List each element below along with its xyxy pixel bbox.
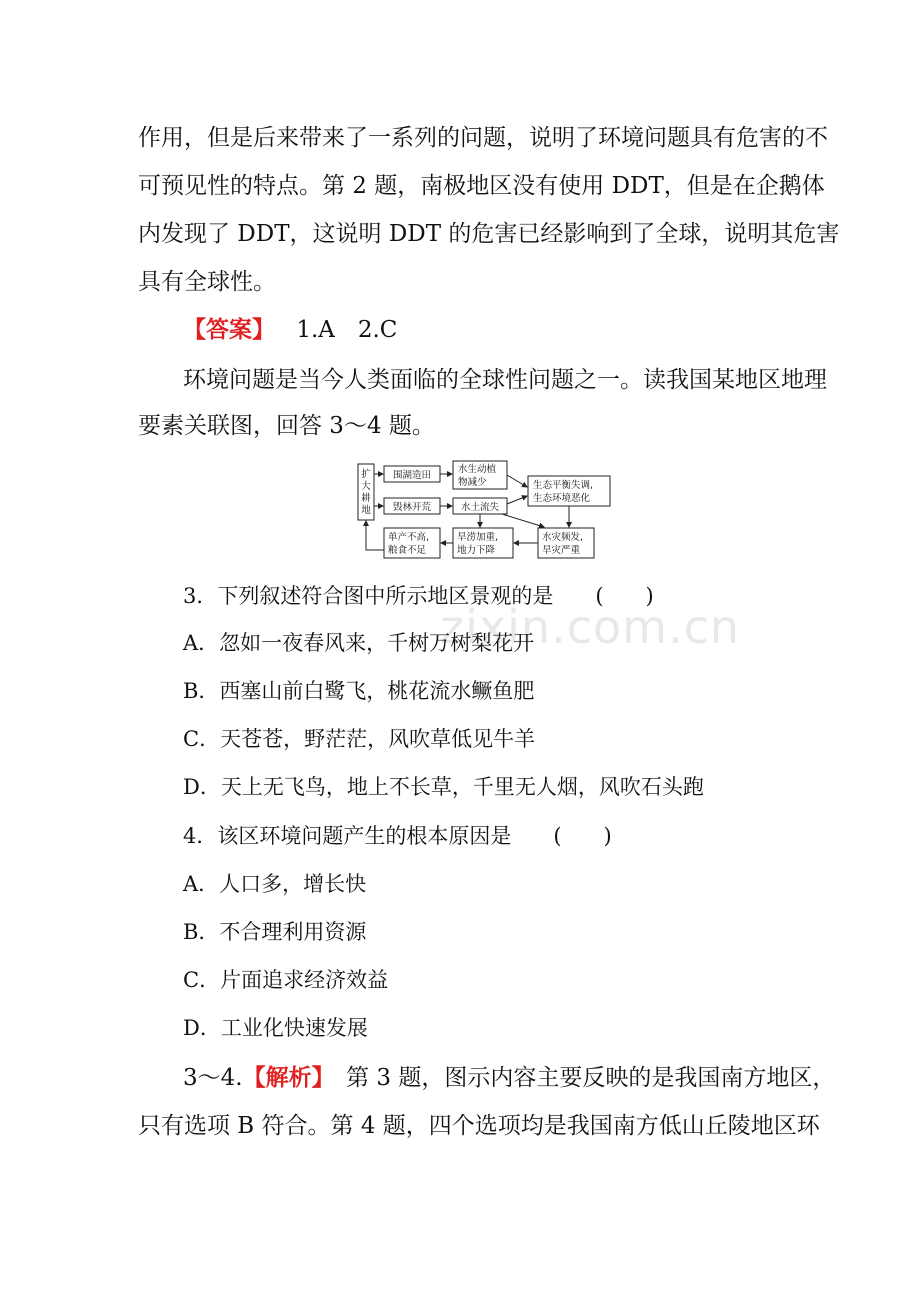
- low-yield-box: [384, 528, 440, 558]
- q4-option-d: D．工业化快速发展: [183, 1016, 368, 1040]
- q3-option-b: B．西塞山前白鹭飞，桃花流水鳜鱼肥: [183, 679, 535, 703]
- svg-text:物减少: 物减少: [458, 477, 487, 488]
- q4-option-a: A．人口多，增长快: [183, 872, 367, 896]
- analysis-line-1: [183, 1063, 835, 1093]
- watermark: zixin.com.cn: [440, 600, 741, 654]
- soil-erosion-box: [453, 498, 507, 514]
- svg-text:毁林开荒: 毁林开荒: [392, 502, 432, 513]
- flood-disaster-box: [538, 528, 594, 558]
- eco-imbalance-box: [528, 476, 610, 506]
- svg-text:旱涝加重,: 旱涝加重,: [457, 532, 499, 543]
- svg-text:地: 地: [361, 505, 371, 516]
- analysis-line-2: 只有选项 B 符合。第 4 题，四个选项均是我国南方低山丘陵地区环: [138, 1113, 820, 1139]
- forest-clearing-box: [384, 498, 440, 514]
- svg-text:单产不高,: 单产不高,: [388, 532, 430, 543]
- answer-tag: 【答案】: [183, 316, 275, 343]
- q4-stem: 4．该区环境问题产生的根本原因是 ( ): [183, 824, 612, 848]
- svg-text:大: 大: [361, 481, 371, 492]
- q4-option-c: C．片面追求经济效益: [183, 968, 389, 992]
- explanation-line-2: 可预见性的特点。第 2 题，南极地区没有使用 DDT，但是在企鹅体: [138, 173, 825, 199]
- aquatic-decrease-box: [453, 461, 507, 489]
- svg-text:生态环境恶化: 生态环境恶化: [533, 493, 591, 504]
- q4-option-b: B．不合理利用资源: [183, 920, 367, 944]
- q3-option-c: C．天苍苍，野茫茫，风吹草低见牛羊: [183, 727, 536, 751]
- svg-text:围湖造田: 围湖造田: [392, 470, 432, 481]
- svg-text:地力下降: 地力下降: [457, 545, 496, 556]
- explanation-line-1: 作用，但是后来带来了一系列的问题，说明了环境问题具有危害的不: [138, 125, 828, 151]
- explanation-line-4: 具有全球性。: [138, 269, 276, 295]
- analysis-text-1: 第 3 题，图示内容主要反映的是我国南方地区，: [323, 1065, 836, 1091]
- analysis-tag: 【解析】: [242, 1064, 324, 1091]
- answer-text: 1.A 2.C: [296, 317, 398, 343]
- svg-text:水生动植: 水生动植: [458, 464, 497, 475]
- svg-text:扩: 扩: [361, 469, 371, 480]
- analysis-prefix: 3～4.: [183, 1065, 243, 1091]
- svg-text:旱灾严重: 旱灾严重: [542, 545, 581, 556]
- geo-relation-diagram: [352, 460, 614, 562]
- svg-text:粮食不足: 粮食不足: [388, 545, 427, 556]
- q3-stem: 3．下列叙述符合图中所示地区景观的是 ( ): [183, 584, 654, 608]
- svg-text:水土流失: 水土流失: [460, 502, 500, 513]
- intro-line-2: 要素关联图，回答 3～4 题。: [138, 413, 435, 439]
- svg-text:水灾频发,: 水灾频发,: [542, 532, 584, 543]
- explanation-line-3: 内发现了 DDT，这说明 DDT 的危害已经影响到了全球，说明其危害: [138, 221, 840, 247]
- expand-farmland-box: [358, 464, 374, 520]
- svg-text:生态平衡失调,: 生态平衡失调,: [533, 480, 594, 491]
- svg-text:耕: 耕: [361, 493, 371, 504]
- intro-line-1: 环境问题是当今人类面临的全球性问题之一。读我国某地区地理: [183, 367, 827, 393]
- q3-option-a: A．忽如一夜春风来，千树万树梨花开: [183, 631, 535, 655]
- answer-line: [183, 315, 397, 345]
- drought-waterlog-box: [453, 528, 513, 558]
- lake-reclamation-box: [384, 466, 440, 482]
- q3-option-d: D．天上无飞鸟，地上不长草，千里无人烟，风吹石头跑: [183, 775, 704, 799]
